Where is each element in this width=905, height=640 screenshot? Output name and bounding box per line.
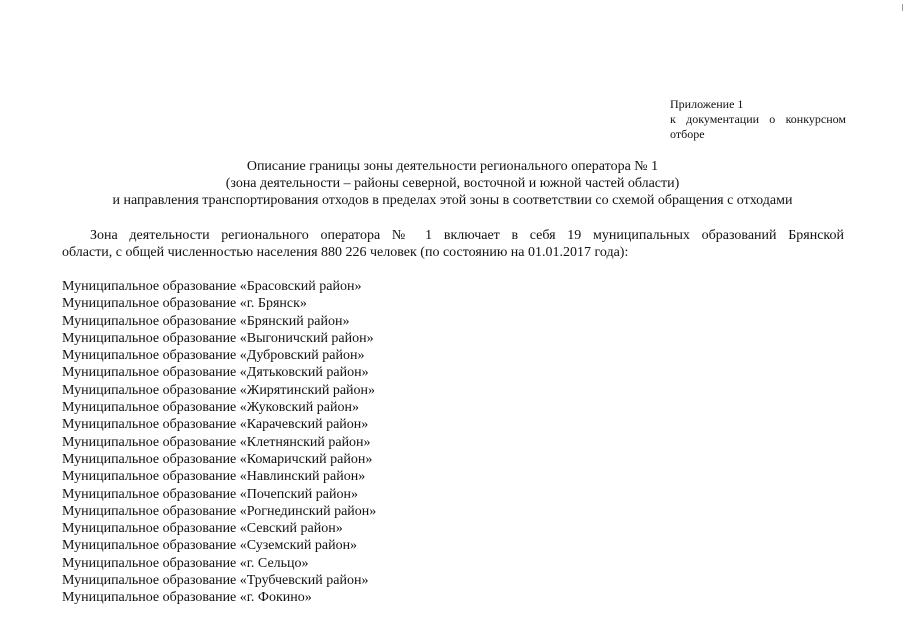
- municipality-item: Муниципальное образование «Рогнединский район»: [62, 503, 377, 519]
- municipality-item: Муниципальное образование «Суземский район»: [62, 538, 358, 554]
- scan-edge-mark: [902, 4, 903, 11]
- title-line-2: (зона деятельности – районы северной, восточной и южной частей области): [225, 176, 680, 191]
- intro-paragraph: [62, 227, 844, 261]
- municipality-item: Муниципальное образование «Дубровский район»: [62, 348, 365, 364]
- municipality-item: Муниципальное образование «Жуковский район»: [62, 400, 359, 416]
- intro-line-1: Зона деятельности регионального оператора № 1 включает в себя 19 муниципальных образований Брянской: [90, 228, 844, 243]
- appendix-line-3: отборе: [670, 127, 705, 141]
- municipality-item: Муниципальное образование «Брасовский район»: [62, 279, 362, 294]
- municipality-item: Муниципальное образование «Почепский район»: [62, 486, 358, 502]
- municipality-list: [62, 278, 376, 607]
- appendix-line-1: Приложение 1: [670, 97, 744, 111]
- title-line-1: Описание границы зоны деятельности регионального оператора № 1: [246, 159, 659, 174]
- municipality-item: Муниципальное образование «Дятьковский район»: [62, 365, 369, 381]
- municipality-item: Муниципальное образование «г. Фокино»: [62, 590, 312, 606]
- title-line-3: и направления транспортирования отходов в пределах этой зоны в соответствии со схемой обращения с отходами: [112, 193, 793, 208]
- document-title: [40, 158, 865, 209]
- municipality-item: Муниципальное образование «Трубчевский район»: [62, 573, 369, 589]
- municipality-item: Муниципальное образование «г. Брянск»: [62, 296, 307, 312]
- intro-line-2: области, с общей численностью населения 880 226 человек (по состоянию на 01.01.2017 года):: [62, 245, 629, 260]
- municipality-item: Муниципальное образование «Севский район»: [62, 521, 343, 537]
- municipality-item: Муниципальное образование «Клетнянский район»: [62, 434, 371, 450]
- municipality-item: Муниципальное образование «Навлинский район»: [62, 469, 366, 485]
- municipality-item: Муниципальное образование «Брянский район»: [62, 313, 350, 329]
- municipality-item: Муниципальное образование «Выгоничский район»: [62, 330, 374, 346]
- appendix-line-2: к документации о конкурсном: [670, 112, 846, 126]
- appendix-note: [670, 97, 846, 142]
- municipality-item: Муниципальное образование «г. Сельцо»: [62, 555, 309, 571]
- municipality-item: Муниципальное образование «Карачевский район»: [62, 417, 369, 433]
- municipality-item: Муниципальное образование «Комаричский район»: [62, 451, 373, 467]
- municipality-item: Муниципальное образование «Жирятинский район»: [62, 382, 376, 398]
